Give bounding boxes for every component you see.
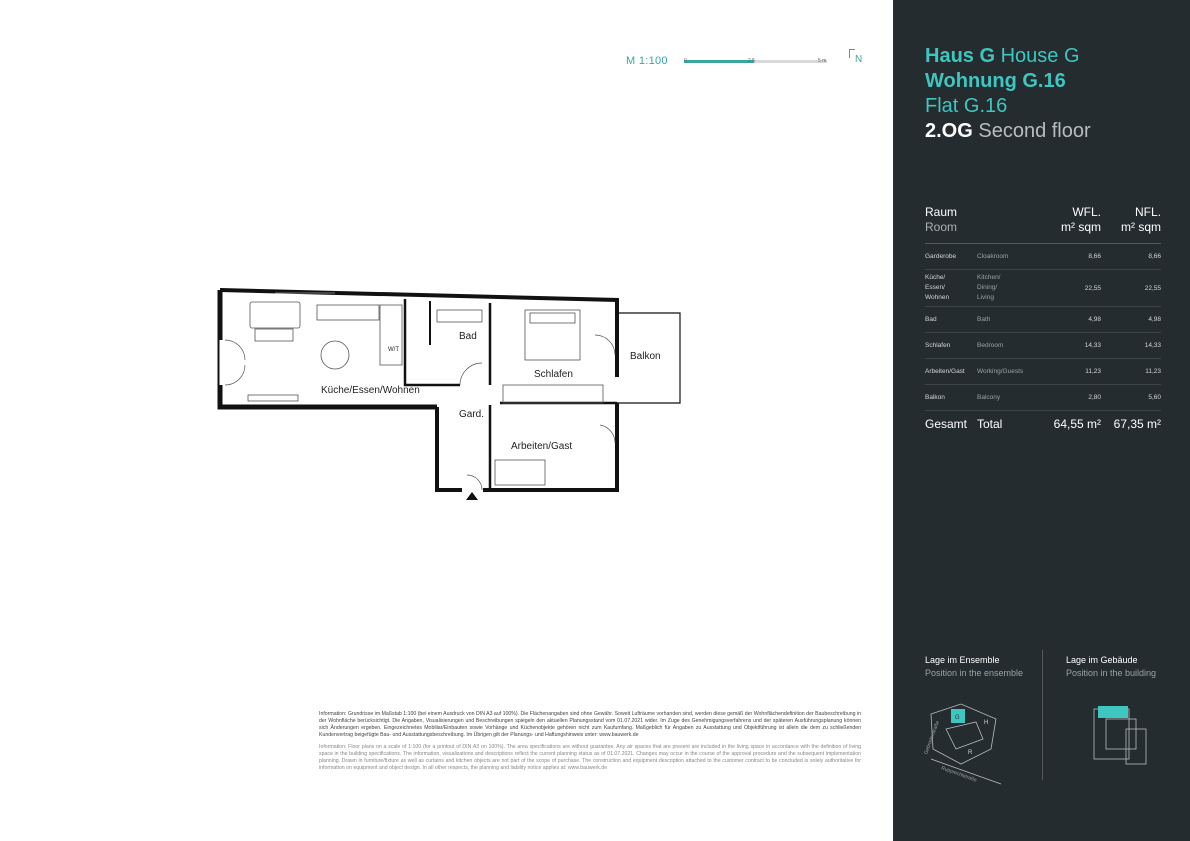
panel-divider	[1042, 650, 1043, 780]
svg-text:Rupprechtstraße: Rupprechtstraße	[940, 765, 978, 784]
house-en: House G	[1000, 45, 1080, 67]
building-title: Lage im Gebäude	[1066, 655, 1138, 665]
unit-title	[925, 44, 1091, 144]
room-bedroom-label: Schlafen	[534, 369, 573, 380]
total-nfl: 67,35 m²	[1113, 417, 1161, 431]
total-wfl: 64,55 m²	[1053, 417, 1101, 431]
room-work-label: Arbeiten/Gast	[511, 441, 573, 452]
floor-en: Second floor	[978, 120, 1091, 142]
disclaimer-en: Information: Floor plans on a scale of 1:100 (for a printout of DIN A3 on 100%). The area specifications are without guarantee. Any air spaces that are present are included in the living space in accordance with the definition of living space in the building specifications. The information, visualizations and descriptions reflect the current planning status as of 01.07.2021. Changes may occur in the course of the approval procedure and the subsequent implementation planning. Drawn in furniture/fixture as well as curtains and kitchen objects are not part of the scope of purchase. The construction and equipment description attached to the customer contract to be concluded is solely authoritative for information on equipment and object design. In all other respects, the planning and liability notice applies at: www.bauwerk.de	[319, 744, 861, 771]
col-nfl-de: NFL.	[1134, 205, 1161, 219]
col-wfl-en: m² sqm	[1047, 220, 1101, 244]
flat-de: Wohnung G.16	[925, 70, 1066, 92]
table-row: Schlafen Bedroom 14,33 14,33	[925, 333, 1161, 359]
room-kitchen-label: Küche/Essen/Wohnen	[321, 385, 420, 396]
building-subtitle: Position in the building	[1066, 668, 1157, 678]
floor-plan	[215, 285, 685, 515]
room-wm-label: W/T	[388, 347, 399, 353]
scale-bar-graphic	[684, 60, 827, 63]
table-row: Garderobe Cloakroom 8,66 8,66	[925, 244, 1161, 270]
disclaimer	[319, 711, 861, 777]
room-bath-label: Bad	[459, 331, 477, 342]
floor-plan-drawing	[215, 285, 685, 510]
svg-text:G: G	[955, 715, 960, 721]
table-row: Balkon Balcony 2,80 5,60	[925, 385, 1161, 411]
scale-tick-0: 0	[684, 58, 687, 64]
plan-sheet: M 1:100 0 2,5 5 m N Küche/Essen/Wohnen Bad Schlafen Balkon Gard. Arbeiten/Gast W/T Information: Grundrisse im Maßstab 1:100 (bei einem Ausdruck von DIN A3 auf 100%). Die Flächenangaben sind ohne Gewähr. Soweit Lufträume vorhanden sind, werden diese gemäß der Wohnflächendefinition der Baubeschreibung in der Wohnfläche berücksichtigt. Die Angaben, Visualisierungen und Beschreibungen spiegeln den aktuellen Planungsstand vom 01.07.2021 wider. Im Zuge des Genehmigungsverfahrens und der späteren Ausführungsplanung können sich Änderungen ergeben. Eingezeichnetes Mobiliar/Einbauten sowie Vorhänge und Küchenobjekte gehören nicht zum Kaufumfang. Maßgeblich für Angaben zu Ausstattung und Objektführung ist allein die dem zu schließenden Kundenvertrag beigefügte Bau- und Ausstattungsbeschreibung. Im Übrigen gilt der Planungs- und Haftungshinweis unter: www.bauwerk.de Information: Floor plans on a scale of 1:100 (for a printout of DIN A3 on 100%). The area specifications are without guarantee. Any air spaces that are present are included in the living space in accordance with the definition of living space in the building specifications. The information, visualizations and descriptions reflect the current planning status as of 01.07.2021. Changes may occur in the course of the approval procedure and the subsequent implementation planning. Drawn in furniture/fixture as well as curtains and kitchen objects are not part of the scope of purchase. The construction and equipment description attached to the customer contract to be concluded is solely authoritative for information on equipment and object design. In all other respects, the planning and liability notice applies at: www.bauwerk.de	[0, 0, 893, 841]
disclaimer-de: Information: Grundrisse im Maßstab 1:100 (bei einem Ausdruck von DIN A3 auf 100%). Die Flächenangaben sind ohne Gewähr. Soweit Lufträume vorhanden sind, werden diese gemäß der Wohnflächendefinition der Baubeschreibung in der Wohnfläche berücksichtigt. Die Angaben, Visualisierungen und Beschreibungen spiegeln den aktuellen Planungsstand vom 01.07.2021 wider. Im Zuge des Genehmigungsverfahrens und der späteren Ausführungsplanung können sich Änderungen ergeben. Eingezeichnetes Mobiliar/Einbauten sowie Vorhänge und Küchenobjekte gehören nicht zum Kaufumfang. Maßgeblich für Angaben zu Ausstattung und Objektführung ist allein die dem zu schließenden Kundenvertrag beigefügte Bau- und Ausstattungsbeschreibung. Im Übrigen gilt der Planungs- und Haftungshinweis unter: www.bauwerk.de	[319, 711, 861, 738]
ensemble-section	[923, 654, 1024, 784]
floor-de: 2.OG	[925, 120, 973, 142]
svg-text:H: H	[984, 720, 989, 726]
table-row: Küche/ Essen/ Wohnen Kitchen/ Dining/ Living 22,55 22,55	[925, 270, 1161, 307]
flat-en: Flat G.16	[925, 95, 1008, 117]
total-en: Total	[977, 417, 1003, 431]
ensemble-title: Lage im Ensemble	[925, 655, 1000, 665]
table-row: Bad Bath 4,98 4,98	[925, 307, 1161, 333]
scale-label: M 1:100	[626, 55, 668, 67]
col-nfl-en: m² sqm	[1101, 220, 1161, 244]
table-row: Arbeiten/Gast Working/Guests 11,23 11,23	[925, 359, 1161, 385]
col-room-en: Room	[925, 220, 977, 244]
ensemble-map-icon	[921, 694, 1021, 794]
house-de: Haus G	[925, 45, 996, 67]
building-section	[1066, 654, 1156, 680]
room-wardrobe-label: Gard.	[459, 409, 485, 420]
svg-text:Gebrüderstraße: Gebrüderstraße	[923, 720, 941, 756]
col-wfl-de: WFL.	[1072, 205, 1101, 219]
col-room-de: Raum	[925, 205, 958, 219]
ensemble-subtitle: Position in the ensemble	[925, 668, 1024, 678]
building-map-icon	[1086, 694, 1176, 784]
scale-bar	[626, 50, 866, 80]
svg-text:R: R	[968, 750, 973, 756]
room-balcony-label: Balkon	[630, 351, 661, 362]
total-de: Gesamt	[925, 417, 968, 431]
area-table	[925, 205, 1161, 431]
table-total-row	[925, 411, 1161, 432]
scale-tick-2-5: 2,5	[748, 58, 755, 64]
scale-tick-5: 5 m	[818, 58, 827, 64]
